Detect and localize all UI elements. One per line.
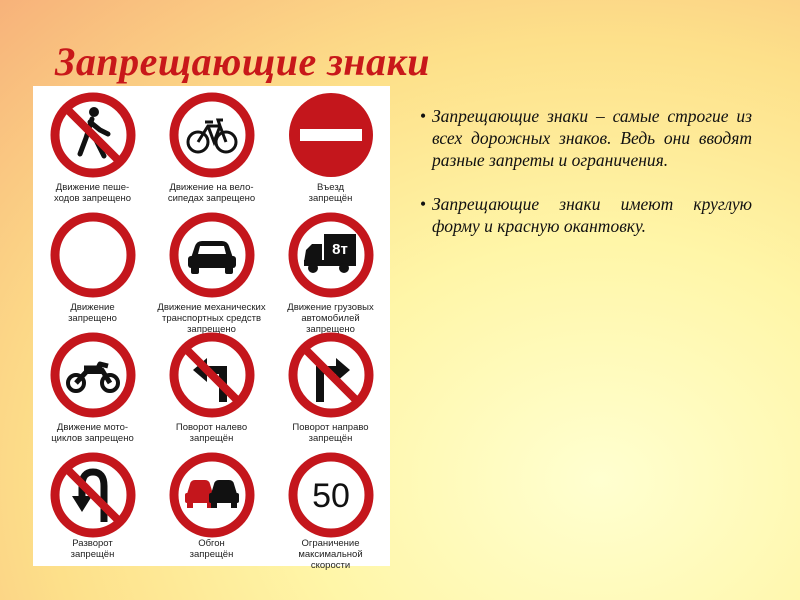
- road-sign-caption: Обгон запрещён: [189, 538, 234, 560]
- road-sign-caption: Поворот налево запрещён: [175, 422, 248, 444]
- bicycle-icon: [167, 90, 257, 180]
- road-sign-caption: Движение мото- циклов запрещено: [51, 422, 134, 444]
- no-entry-icon: [286, 90, 376, 180]
- empty-circle-icon: [48, 210, 138, 300]
- road-sign-caption: Движение запрещено: [68, 302, 117, 324]
- motorcycle-icon: [48, 330, 138, 420]
- bullet-item: • Запрещающие знаки имеют круглую форму и красную окантовку.: [420, 193, 752, 237]
- two-cars-icon: [167, 450, 257, 540]
- road-sign: [152, 206, 271, 335]
- svg-text:50: 50: [311, 477, 350, 515]
- road-sign-caption: Въезд запрещён: [308, 182, 353, 204]
- bullet-list: [420, 105, 752, 259]
- road-signs-panel: [33, 86, 390, 571]
- bullet-item: • Запрещающие знаки – самые строгие из всех дорожных знаков. Ведь они вводят разные запреты и ограничения.: [420, 105, 752, 171]
- road-sign: [152, 446, 271, 566]
- road-sign: [33, 446, 152, 566]
- road-sign: [271, 86, 390, 206]
- road-sign: [33, 86, 152, 206]
- road-sign: [33, 326, 152, 446]
- road-sign: [33, 206, 152, 326]
- left-turn-arrow-icon: [167, 330, 257, 420]
- road-sign: [152, 326, 271, 446]
- road-sign: [152, 86, 271, 206]
- road-sign-caption: Поворот направо запрещён: [292, 422, 369, 444]
- road-sign: [271, 206, 390, 335]
- road-sign-caption: Движение пеше- ходов запрещено: [53, 182, 132, 204]
- truck-icon: [286, 210, 376, 300]
- road-sign-caption: Ограничение максимальной скорости: [298, 538, 363, 571]
- pedestrian-icon: [48, 90, 138, 180]
- slide-title: Запрещающие знаки: [55, 39, 431, 84]
- svg-text:8т: 8т: [331, 241, 348, 258]
- road-sign: [271, 326, 390, 446]
- speed-limit-icon: [286, 450, 376, 540]
- u-turn-arrow-icon: [48, 450, 138, 540]
- road-sign-caption: Разворот запрещён: [70, 538, 115, 560]
- road-sign: [271, 446, 390, 571]
- road-sign-caption: Движение механических транспортных средств запрещено: [157, 302, 266, 335]
- road-sign-caption: Движение на вело- сипедах запрещено: [167, 182, 256, 204]
- right-turn-arrow-icon: [286, 330, 376, 420]
- car-icon: [167, 210, 257, 300]
- road-sign-caption: Движение грузовых автомобилей запрещено: [287, 302, 374, 335]
